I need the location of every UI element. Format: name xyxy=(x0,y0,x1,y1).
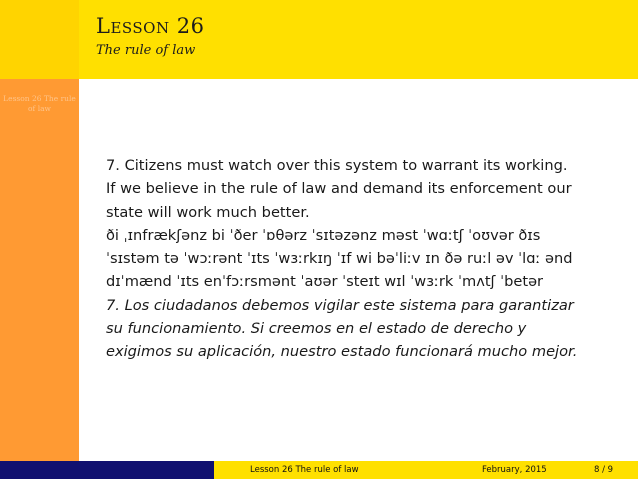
footer-date: February, 2015 xyxy=(482,465,547,475)
sidebar-nav-link[interactable]: Lesson 26 The rule of law xyxy=(3,94,76,113)
footer-right-bar xyxy=(214,461,638,479)
phonetic-line: ˈsɪstəm tə ˈwɔːrənt ˈɪts ˈwɜːrkɪŋ ˈɪf wi bəˈliːv ɪn ðə ruːl əv ˈlɑː ənd xyxy=(106,250,573,268)
footer-page-number: 8 / 9 xyxy=(594,465,614,475)
phonetic-line: ði ˌɪnfrækʃənz bi ˈðer ˈɒθərz ˈsɪtəzənz məst ˈwɑːtʃ ˈoʊvər ðɪs xyxy=(106,226,541,244)
sidebar xyxy=(0,79,79,461)
slide-subtitle: The rule of law xyxy=(96,43,196,58)
english-line: 7. Citizens must watch over this system to warrant its working. xyxy=(106,157,568,174)
footer-left-bar xyxy=(0,461,214,479)
english-line: state will work much better. xyxy=(106,203,310,221)
english-line: If we believe in the rule of law and demand its enforcement our xyxy=(106,180,572,198)
slide-footer xyxy=(0,461,638,479)
slide-title: Lesson 26 xyxy=(96,14,205,38)
phonetic-line: dɪˈmænd ˈɪts enˈfɔːrsmənt ˈaʊər ˈsteɪt wɪl ˈwɜːrk ˈmʌtʃ ˈbetər xyxy=(106,273,544,291)
spanish-line: exigimos su aplicación, nuestro estado funcionará mucho mejor. xyxy=(106,343,578,361)
spanish-line: 7. Los ciudadanos debemos vigilar este sistema para garantizar xyxy=(106,296,574,314)
spanish-line: su funcionamiento. Si creemos en el estado de derecho y xyxy=(106,320,527,338)
sidebar-header-block xyxy=(0,0,79,79)
slide-body xyxy=(106,154,626,364)
footer-lesson-label: Lesson 26 The rule of law xyxy=(250,465,359,475)
slide-header xyxy=(79,0,638,79)
